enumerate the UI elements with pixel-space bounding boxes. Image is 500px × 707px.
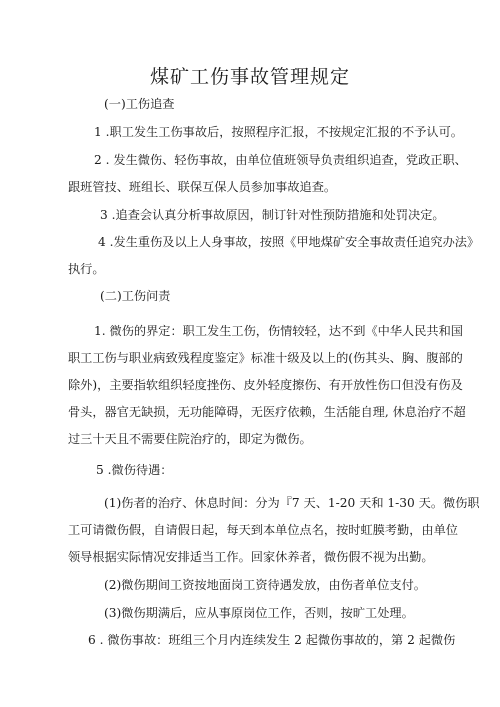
paragraph-line: 跟班管技、班组长、联保互保人员参加事故追查。 bbox=[68, 180, 337, 194]
paragraph-line: 1. 微伤的界定：职工发生工伤，伤情较轻，达不到《中华人民共和国 bbox=[94, 324, 463, 338]
paragraph-line: 1 .职工发生工伤事故后，按照程序汇报，不按规定汇报的不予认可。 bbox=[94, 125, 463, 139]
paragraph-line: 6 . 微伤事故：班组三个月内连续发生 2 起微伤事故的，第 2 起微伤 bbox=[88, 633, 456, 647]
paragraph-line: (2)微伤期间工资按地面岗工资待遇发放，由伤者单位支付。 bbox=[104, 578, 426, 592]
paragraph-line: 职工工伤与职业病致残程度鉴定》标准十级及以上的(伤其头、胸、腹部的 bbox=[68, 351, 463, 365]
paragraph-line: 2 . 发生微伤、轻伤事故，由单位值班领导负责组织追查，党政正职、 bbox=[94, 153, 467, 167]
paragraph-line: 5 .微伤待遇： bbox=[96, 463, 173, 477]
paragraph-line: (3)微伤期满后，应从事原岗位工作，否则，按旷工处理。 bbox=[104, 606, 414, 620]
paragraph-line: 过三十天且不需要住院治疗的，即定为微伤。 bbox=[68, 432, 312, 446]
paragraph-line: 领导根据实际情况安排适当工作。回家休养者，微伤假不视为出勤。 bbox=[68, 550, 434, 564]
paragraph-line: 执行。 bbox=[68, 262, 105, 276]
paragraph-line: 3 .追查会认真分析事故原因，制订针对性预防措施和处罚决定。 bbox=[100, 208, 445, 222]
paragraph-line: 4 .发生重伤及以上人身事故，按照《甲地煤矿安全事故责任追究办法》 bbox=[98, 235, 480, 249]
paragraph-line: 除外)，主要指软组织轻度挫伤、皮外轻度擦伤、有开放性伤口但没有伤及 bbox=[68, 378, 463, 392]
section-heading-injury-investigation: (一)工伤追查 bbox=[104, 97, 175, 111]
paragraph-line: 骨头，器官无缺损，无功能障碍，无医疗依赖，生活能自理, 休息治疗不超 bbox=[68, 405, 466, 419]
paragraph-line: 工可请微伤假，自请假日起，每天到本单位点名，按时虹膜考勤，由单位 bbox=[68, 523, 458, 537]
document-title: 煤矿工伤事故管理规定 bbox=[149, 66, 350, 88]
paragraph-line: (1)伤者的治疗、休息时间：分为『7 天、1-20 天和 1-30 天。微伤职 bbox=[104, 496, 480, 510]
section-heading-injury-accountability: (二)工伤问责 bbox=[100, 289, 171, 303]
